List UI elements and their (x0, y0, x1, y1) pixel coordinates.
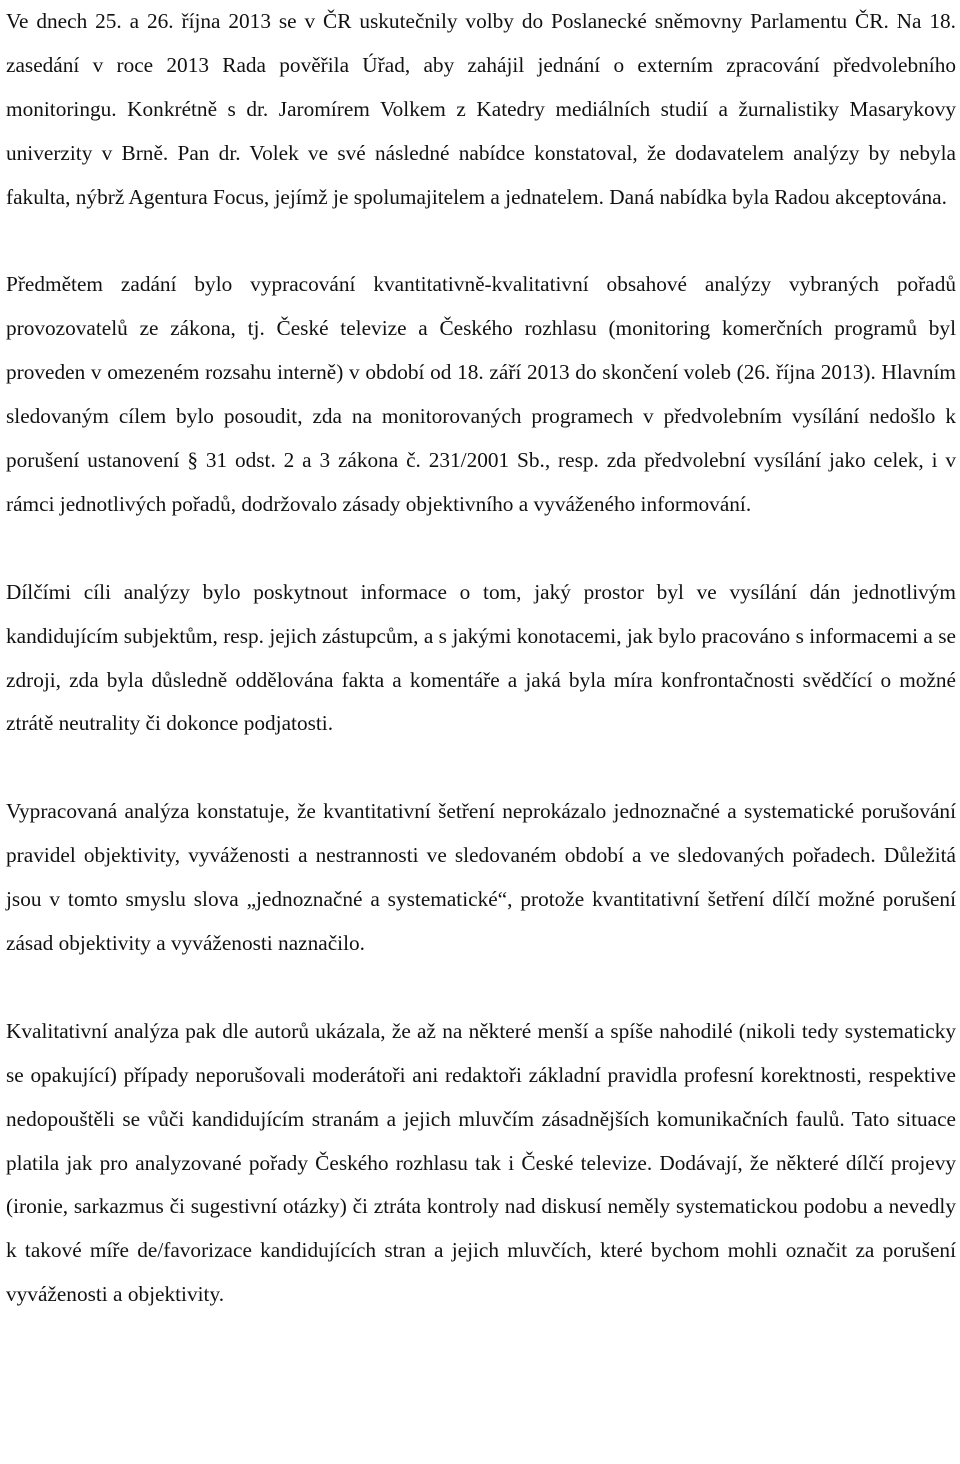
paragraph-spacer (6, 966, 956, 1010)
paragraph-assignment-subject: Předmětem zadání bylo vypracování kvantitativně-kvalitativní obsahové analýzy vybraných pořadů provozovatelů ze zákona, tj. České televize a Českého rozhlasu (monitoring komerčních programů byl proveden v omezeném rozsahu interně) v období od 18. září 2013 do skončení voleb (26. října 2013). Hlavním sledovaným cílem bylo posoudit, zda na monitorovaných programech v předvolebním vysílání nedošlo k porušení ustanovení § 31 odst. 2 a 3 zákona č. 231/2001 Sb., resp. zda předvolební vysílání jako celek, i v rámci jednotlivých pořadů, dodržovalo zásady objektivního a vyváženého informování. (6, 272, 956, 516)
paragraph-qualitative-findings: Kvalitativní analýza pak dle autorů ukázala, že až na některé menší a spíše nahodilé (nikoli tedy systematicky se opakující) případy neporušovali moderátoři ani redaktoři základní pravidla profesní korektnosti, respektive nedopouštěli se vůči kandidujícím stranám a jejich mluvčím zásadnějších komunikačních faulů. Tato situace platila jak pro analyzované pořady Českého rozhlasu tak i České televize. Dodávají, že některé dílčí projevy (ironie, sarkazmus či sugestivní otázky) či ztráta kontroly nad diskusí neměly systematickou podobu a nevedly k takové míře de/favorizace kandidujících stran a jejich mluvčích, které bychom mohli označit za porušení vyváženosti a objektivity. (6, 1018, 956, 1307)
paragraph-elections-intro: Ve dnech 25. a 26. října 2013 se v ČR uskutečnily volby do Poslanecké sněmovny Parlamentu ČR. Na 18. zasedání v roce 2013 Rada pověřila Úřad, aby zahájil jednání o externím zpracování předvolebního monitoringu. Konkrétně s dr. Jaromírem Volkem z Katedry mediálních studií a žurnalistiky Masarykovy univerzity v Brně. Pan dr. Volek ve své následné nabídce konstatoval, že dodavatelem analýzy by nebyla fakulta, nýbrž Agentura Focus, jejímž je spolumajitelem a jednatelem. Daná nabídka byla Radou akceptována. (6, 9, 956, 209)
paragraph-spacer (6, 527, 956, 571)
paragraph-quantitative-findings: Vypracovaná analýza konstatuje, že kvantitativní šetření neprokázalo jednoznačné a systematické porušování pravidel objektivity, vyváženosti a nestrannosti ve sledovaném období a ve sledovaných pořadech. Důležitá jsou v tomto smyslu slova „jednoznačné a systematické“, protože kvantitativní šetření dílčí možné porušení zásad objektivity a vyváženosti naznačilo. (6, 799, 956, 955)
document-page (6, 0, 956, 1317)
paragraph-spacer (6, 746, 956, 790)
paragraph-partial-goals: Dílčími cíli analýzy bylo poskytnout informace o tom, jaký prostor byl ve vysílání dán jednotlivým kandidujícím subjektům, resp. jejich zástupcům, a s jakými konotacemi, jak bylo pracováno s informacemi a se zdroji, zda byla důsledně oddělována fakta a komentáře a jaká byla míra konfrontačnosti svědčící o možné ztrátě neutrality či dokonce podjatosti. (6, 579, 956, 736)
paragraph-spacer (6, 220, 956, 264)
